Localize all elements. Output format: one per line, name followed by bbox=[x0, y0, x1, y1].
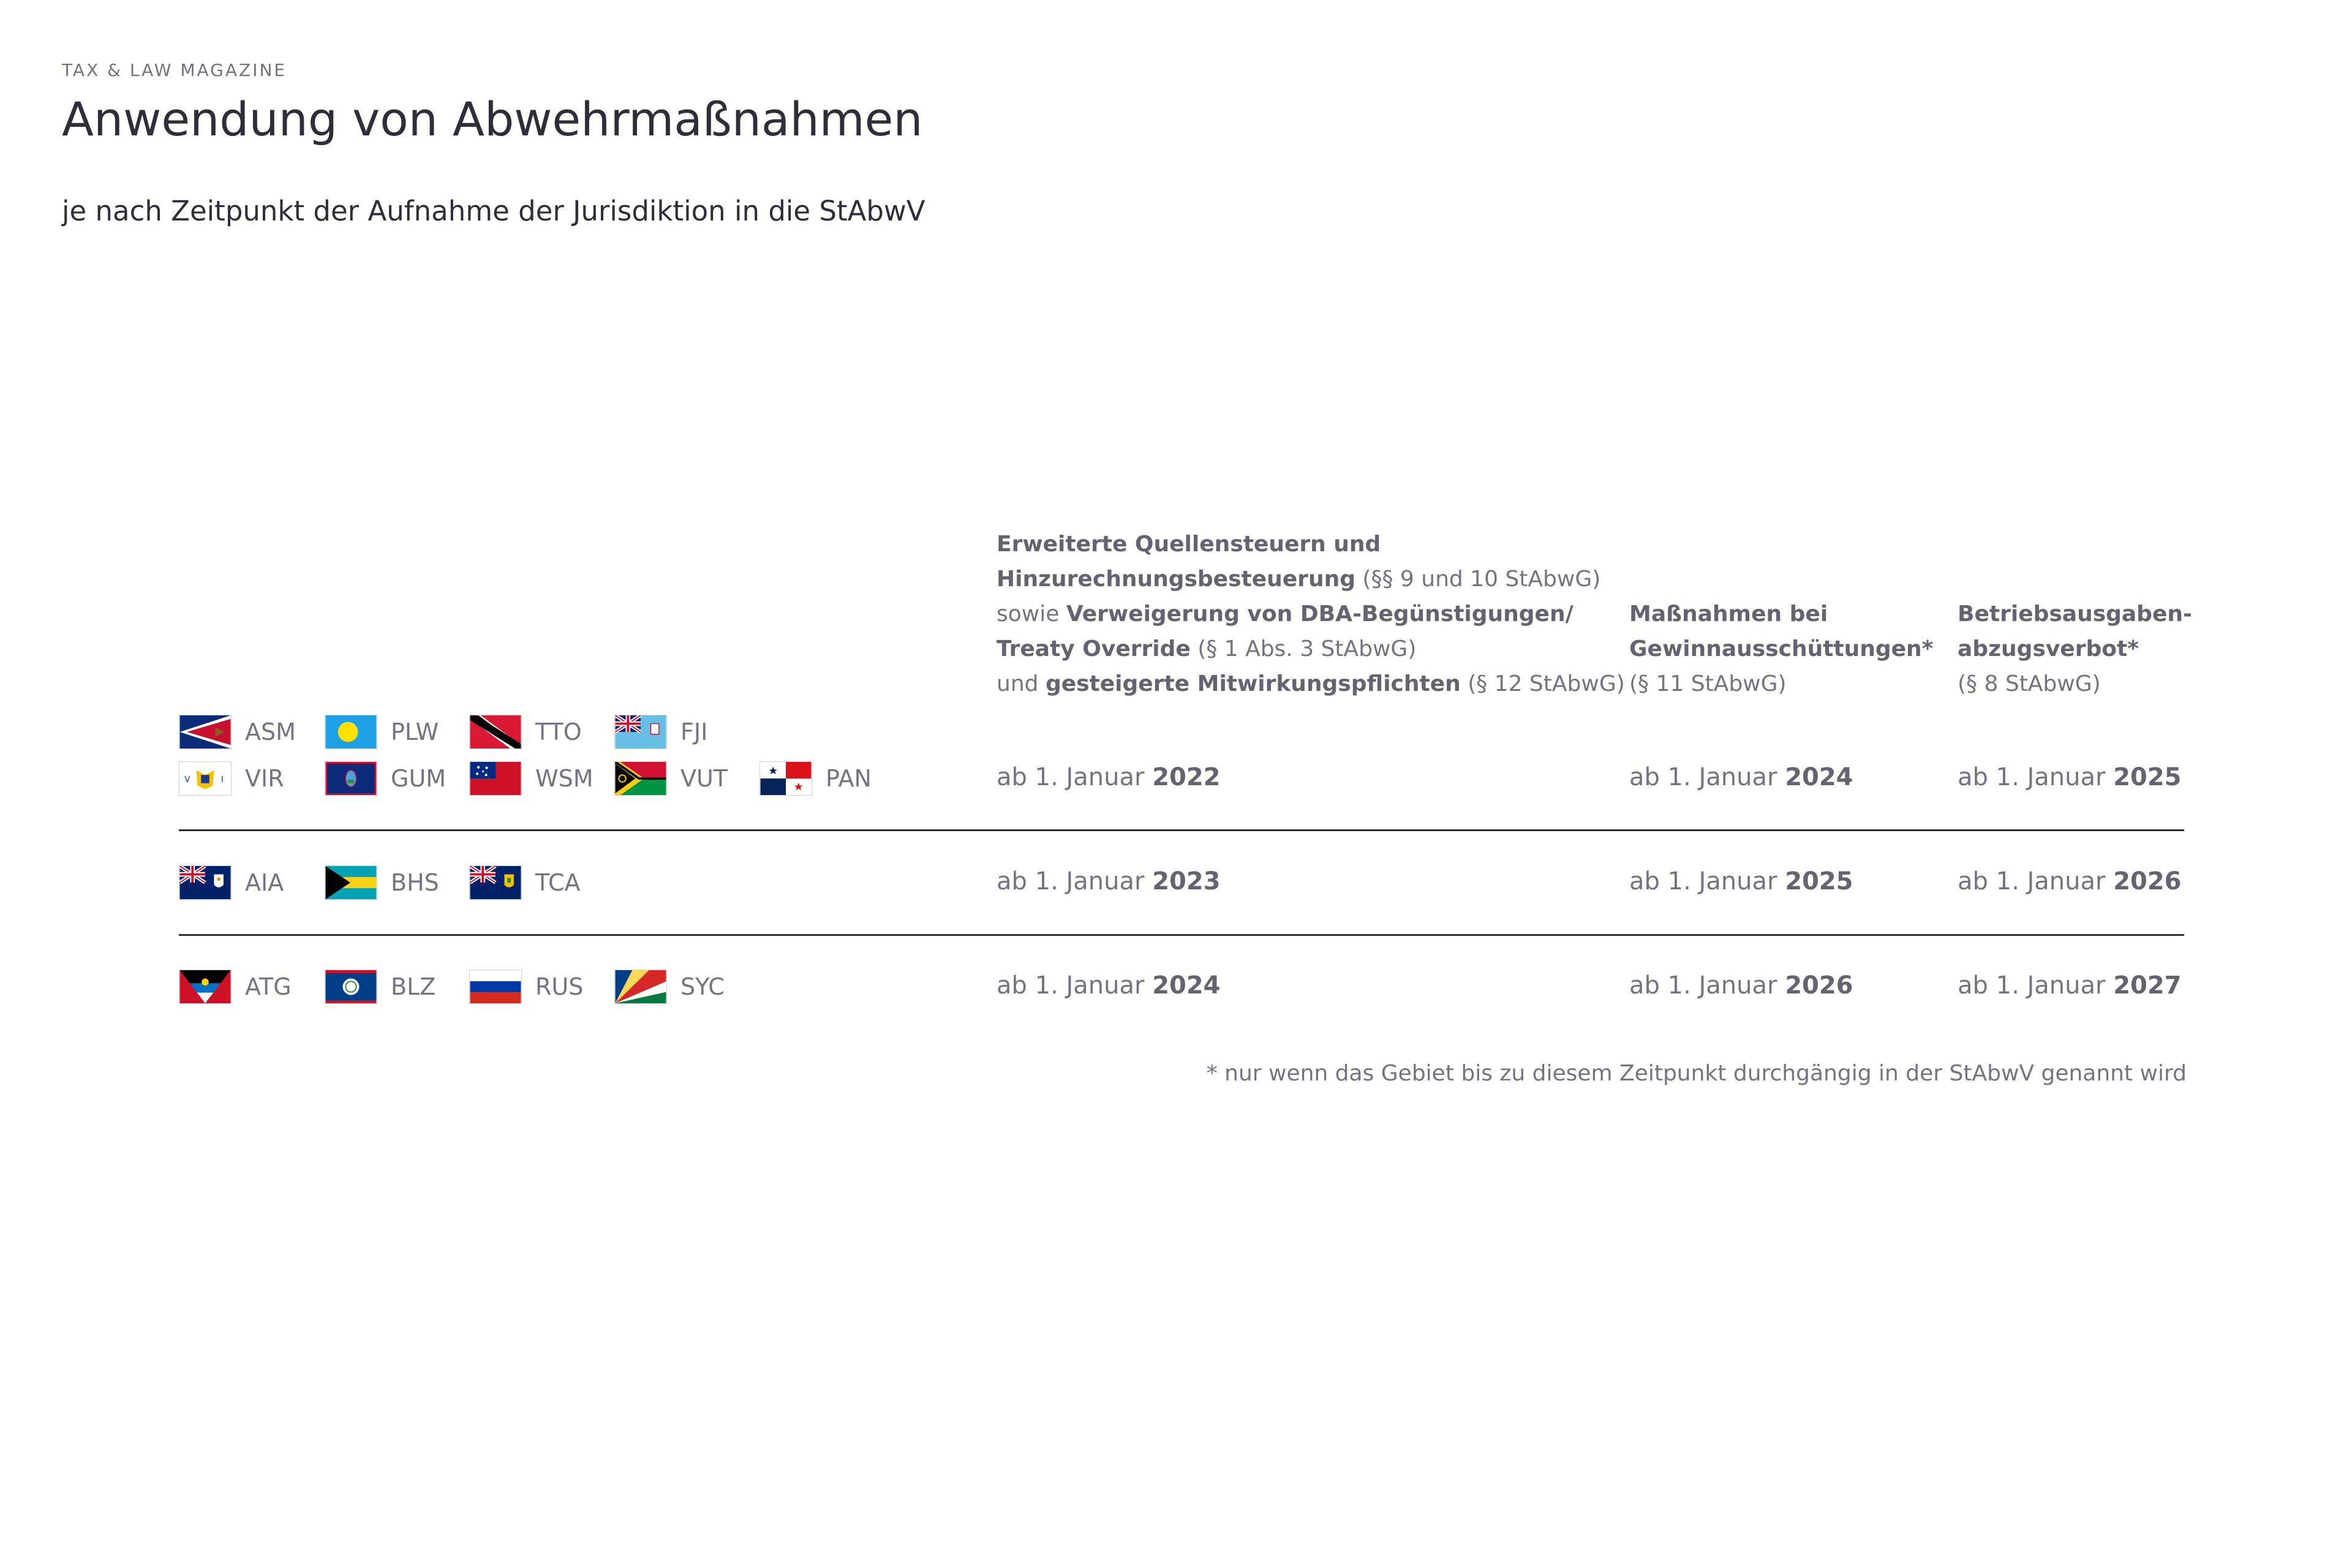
country-plw: PLW bbox=[325, 715, 439, 749]
footnote: * nur wenn das Gebiet bis zu diesem Zeitpunkt durchgängig in der StAbwV genannt wird bbox=[1206, 1061, 2187, 1086]
svg-text:V: V bbox=[184, 774, 190, 785]
row1-date-col2: ab 1. Januar 2024 bbox=[1629, 763, 1853, 791]
fiji-flag-icon bbox=[614, 715, 667, 749]
bahamas-flag-icon bbox=[325, 865, 377, 900]
panama-flag-icon bbox=[760, 761, 812, 796]
country-tca: TCA bbox=[469, 865, 581, 900]
samoa-flag-icon bbox=[469, 761, 522, 796]
svg-text:I: I bbox=[221, 774, 224, 785]
seychelles-flag-icon bbox=[614, 970, 667, 1004]
country-blz: BLZ bbox=[325, 970, 435, 1004]
country-vut: VUT bbox=[614, 761, 728, 796]
country-syc: SYC bbox=[614, 970, 725, 1004]
country-tto: TTO bbox=[469, 715, 582, 749]
antigua-barbuda-flag-icon bbox=[179, 970, 232, 1004]
row2-date-col3: ab 1. Januar 2026 bbox=[1958, 867, 2182, 895]
row3-date-col3: ab 1. Januar 2027 bbox=[1958, 971, 2182, 1000]
us-virgin-islands-flag-icon bbox=[179, 761, 232, 796]
row3-date-col2: ab 1. Januar 2026 bbox=[1629, 971, 1853, 1000]
row1-date-col1: ab 1. Januar 2022 bbox=[997, 763, 1221, 791]
country-gum: GUM bbox=[325, 761, 446, 796]
row-divider bbox=[179, 934, 2184, 936]
american-samoa-flag-icon bbox=[179, 715, 232, 749]
row2-date-col1: ab 1. Januar 2023 bbox=[997, 867, 1221, 895]
magazine-kicker: TAX & LAW MAGAZINE bbox=[62, 60, 287, 80]
page-title: Anwendung von Abwehrmaßnahmen bbox=[62, 92, 923, 146]
country-atg: ATG bbox=[179, 970, 292, 1004]
row1-date-col3: ab 1. Januar 2025 bbox=[1958, 763, 2182, 791]
row2-date-col2: ab 1. Januar 2025 bbox=[1629, 867, 1853, 895]
russia-flag-icon bbox=[469, 970, 522, 1004]
country-wsm: WSM bbox=[469, 761, 593, 796]
belize-flag-icon bbox=[325, 970, 377, 1004]
column-header-expense-deduction-ban: Betriebsausgaben- abzugsverbot* (§ 8 StAbwG) bbox=[1958, 601, 2192, 696]
guam-flag-icon bbox=[325, 761, 377, 796]
column-header-withholding-taxes: Erweiterte Quellensteuern und Hinzurechnungsbesteuerung (§§ 9 und 10 StAbwG) sowie Verweigerung von DBA-Begünstigungen/ Treaty Override (§ 1 Abs. 3 StAbwG) und gesteigerte Mitwirkungspflichten (§ 12 StAbwG) bbox=[997, 532, 1625, 696]
country-pan: PAN bbox=[760, 761, 872, 796]
page-subtitle: je nach Zeitpunkt der Aufnahme der Jurisdiktion in die StAbwV bbox=[62, 195, 925, 227]
country-bhs: BHS bbox=[325, 865, 439, 900]
vanuatu-flag-icon bbox=[614, 761, 667, 796]
country-vir: V I VIR bbox=[179, 761, 284, 796]
country-asm: ASM bbox=[179, 715, 296, 749]
turks-caicos-flag-icon bbox=[469, 865, 522, 900]
palau-flag-icon bbox=[325, 715, 377, 749]
country-aia: AIA bbox=[179, 865, 284, 900]
row3-date-col1: ab 1. Januar 2024 bbox=[997, 971, 1221, 1000]
trinidad-tobago-flag-icon bbox=[469, 715, 522, 749]
column-header-profit-distributions: Maßnahmen bei Gewinnausschüttungen* (§ 11 StAbwG) bbox=[1629, 601, 1934, 696]
country-fji: FJI bbox=[614, 715, 707, 749]
row-divider bbox=[179, 829, 2184, 831]
country-rus: RUS bbox=[469, 970, 583, 1004]
anguilla-flag-icon bbox=[179, 865, 232, 900]
